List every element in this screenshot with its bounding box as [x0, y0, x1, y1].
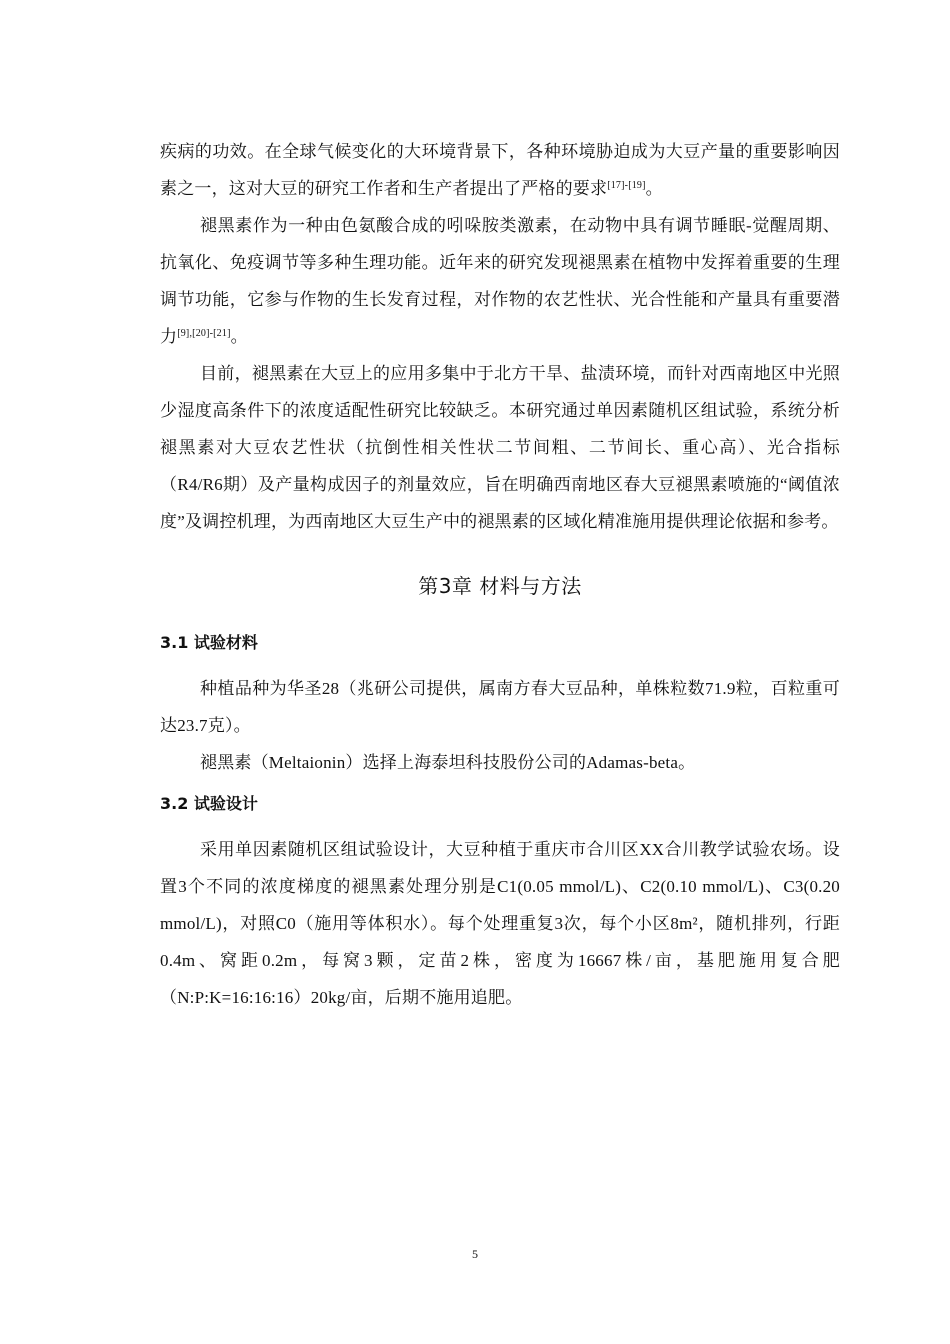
- paragraph-melatonin-intro: 褪黑素作为一种由色氨酸合成的吲哚胺类激素，在动物中具有调节睡眠-觉醒周期、抗氧化、免疫调节等多种生理功能。近年来的研究发现褪黑素在植物中发挥着重要的生理调节功能，它参与作物的生长发育过程，对作物的农艺性状、光合性能和产量具有重要潜力[9],[20]-[21]。: [160, 216, 840, 346]
- paragraph-melatonin-source: 褪黑素（Meltaionin）选择上海泰坦科技股份公司的Adamas-beta。: [200, 753, 696, 772]
- paragraph-research-aim: 目前，褪黑素在大豆上的应用多集中于北方干旱、盐渍环境，而针对西南地区中光照少湿度高条件下的浓度适配性研究比较缺乏。本研究通过单因素随机区组试验，系统分析褪黑素对大豆农艺性状（抗倒性相关性状二节间粗、二节间长、重心高）、光合指标（R4/R6期）及产量构成因子的剂量效应，旨在明确西南地区春大豆褪黑素喷施的“阈值浓度”及调控机理，为西南地区大豆生产中的褪黑素的区域化精准施用提供理论依据和参考。: [160, 364, 840, 531]
- chapter-title: 第3章 材料与方法: [418, 574, 582, 598]
- page-number: 5: [472, 1247, 478, 1261]
- section-heading-design: 3.2 试验设计: [160, 794, 258, 813]
- section-heading-materials: 3.1 试验材料: [160, 633, 258, 652]
- citation: [9],[20]-[21]: [177, 328, 231, 339]
- page-content: [160, 133, 840, 1016]
- paragraph-variety: 种植品种为华圣28（兆研公司提供，属南方春大豆品种，单株粒数71.9粒，百粒重可达23.7克）。: [160, 679, 840, 735]
- citation: [17]-[19]: [607, 180, 646, 191]
- paragraph-experiment-design: 采用单因素随机区组试验设计，大豆种植于重庆市合川区XX合川教学试验农场。设置3个不同的浓度梯度的褪黑素处理分别是C1(0.05 mmol/L)、C2(0.10 mmol/L)、C3(0.20 mmol/L)，对照C0（施用等体积水）。每个处理重复3次，每个小区8m²，随机排列，行距0.4m、窝距0.2m，每窝3颗，定苗2株，密度为16667株/亩，基肥施用复合肥（N:P:K=16:16:16）20kg/亩，后期不施用追肥。: [160, 840, 840, 1007]
- paragraph-continued: 疾病的功效。在全球气候变化的大环境背景下，各种环境胁迫成为大豆产量的重要影响因素之一，这对大豆的研究工作者和生产者提出了严格的要求[17]-[19]。: [160, 142, 840, 198]
